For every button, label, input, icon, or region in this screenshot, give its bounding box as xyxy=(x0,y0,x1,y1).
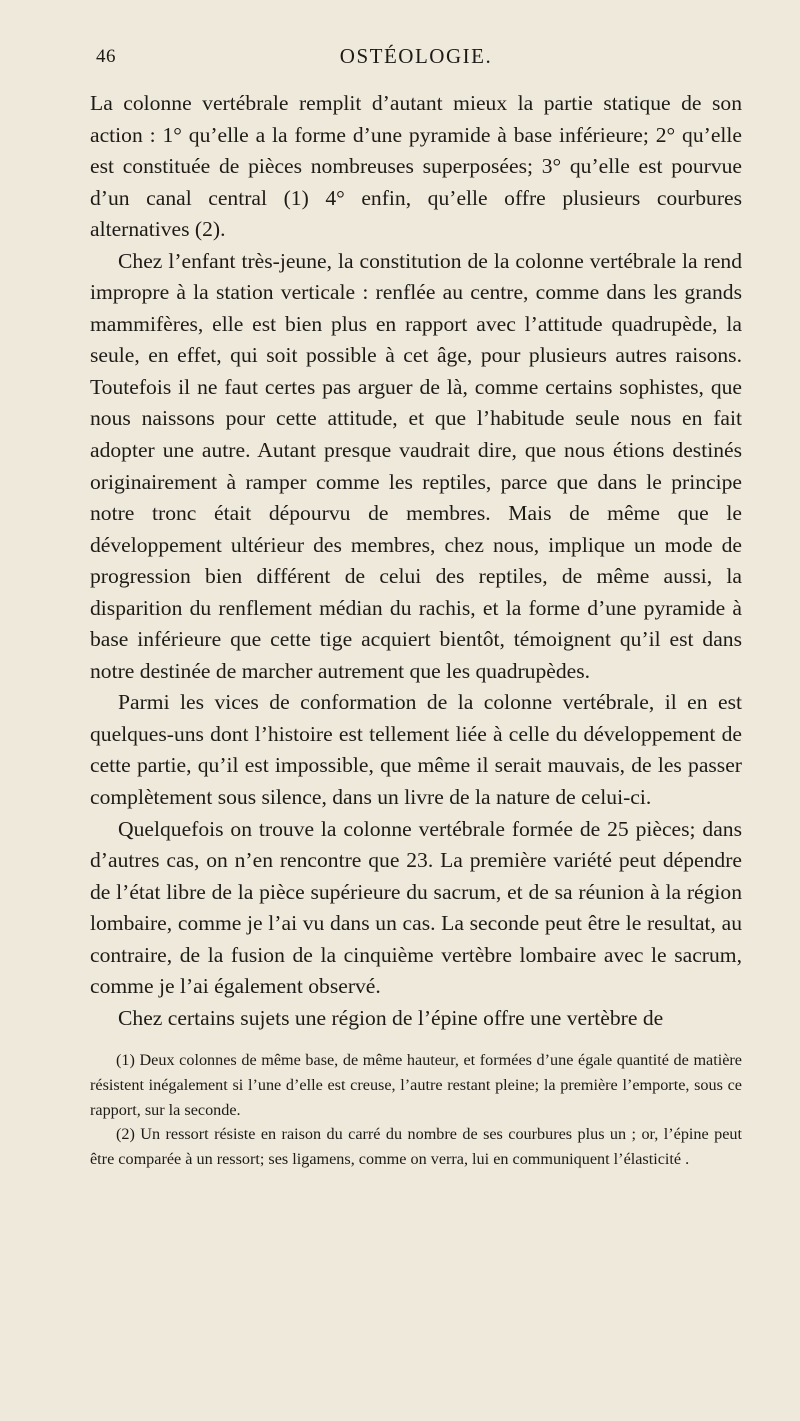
paragraph-3: Parmi les vices de conformation de la colonne vertébrale, il en est quelques-uns dont l’histoire est tellement liée à celle du développement de cette partie, qu’il est impossible, que même il serait mauvais, de les passer complètement sous silence, dans un livre de la nature de celui-ci. xyxy=(90,690,742,810)
footnote-1: (1) Deux colonnes de même base, de même hauteur, et formées d’une égale quantité de matière résistent inégalement si l’une d’elle est creuse, l’autre restant pleine; la première l’emporte, sous ce rapport, sur la seconde. xyxy=(90,1051,742,1119)
running-head xyxy=(90,38,742,78)
paragraph-5: Chez certains sujets une région de l’épine offre une vertèbre de xyxy=(118,1005,664,1030)
footnotes xyxy=(90,1048,742,1171)
footnote-2: (2) Un ressort résiste en raison du carré du nombre de ses courbures plus un ; or, l’épine peut être comparée à un ressort; ses ligamens, comme on verra, lui en communiquent l’élasticité . xyxy=(90,1125,742,1168)
page-number: 46 xyxy=(96,46,116,67)
paragraph-2: Chez l’enfant très-jeune, la constitution de la colonne vertébrale la rend impropre à la station verticale : renflée au centre, comme dans les grands mammifères, elle est bien plus en rapport avec l’attitude quadrupède, la seule, en effet, qui soit possible à cet âge, pour plusieurs autres raisons. Toutefois il ne faut certes pas arguer de là, comme certains sophistes, que nous naissons pour cette attitude, et que l’habitude seule nous en fait adopter une autre. Autant presque vaudrait dire, que nous étions destinés originairement à ramper comme les reptiles, parce que dans le principe notre tronc était dépourvu de membres. Mais de même que le développement ultérieur des membres, chez nous, implique un mode de progression bien différent de celui des reptiles, de même aussi, la disparition du renflement médian du rachis, et la forme d’une pyramide à base inférieure que cette tige acquiert bientôt, témoignent qu’il est dans notre destinée de marcher autrement que les quadrupèdes. xyxy=(90,248,742,683)
paragraph-4: Quelquefois on trouve la colonne vertébrale formée de 25 pièces; dans d’autres cas, on n’en rencontre que 23. La première variété peut dépendre de l’état libre de la pièce supérieure du sacrum, et de sa réunion à la région lombaire, comme je l’ai vu dans un cas. La seconde peut être le resultat, au contraire, de la fusion de la cinquième vertèbre lombaire avec le sacrum, comme je l’ai également observé. xyxy=(90,816,742,999)
body-text xyxy=(90,88,742,1034)
paragraph-1: La colonne vertébrale remplit d’autant mieux la partie statique de son action : 1° qu’elle a la forme d’une pyramide à base inférieure; 2° qu’elle est constituée de pièces nombreuses superposées; 3° qu’elle est pourvue d’un canal central (1) 4° enfin, qu’elle offre plusieurs courbures alternatives (2). xyxy=(90,91,742,242)
running-title: OSTÉOLOGIE. xyxy=(339,44,493,68)
